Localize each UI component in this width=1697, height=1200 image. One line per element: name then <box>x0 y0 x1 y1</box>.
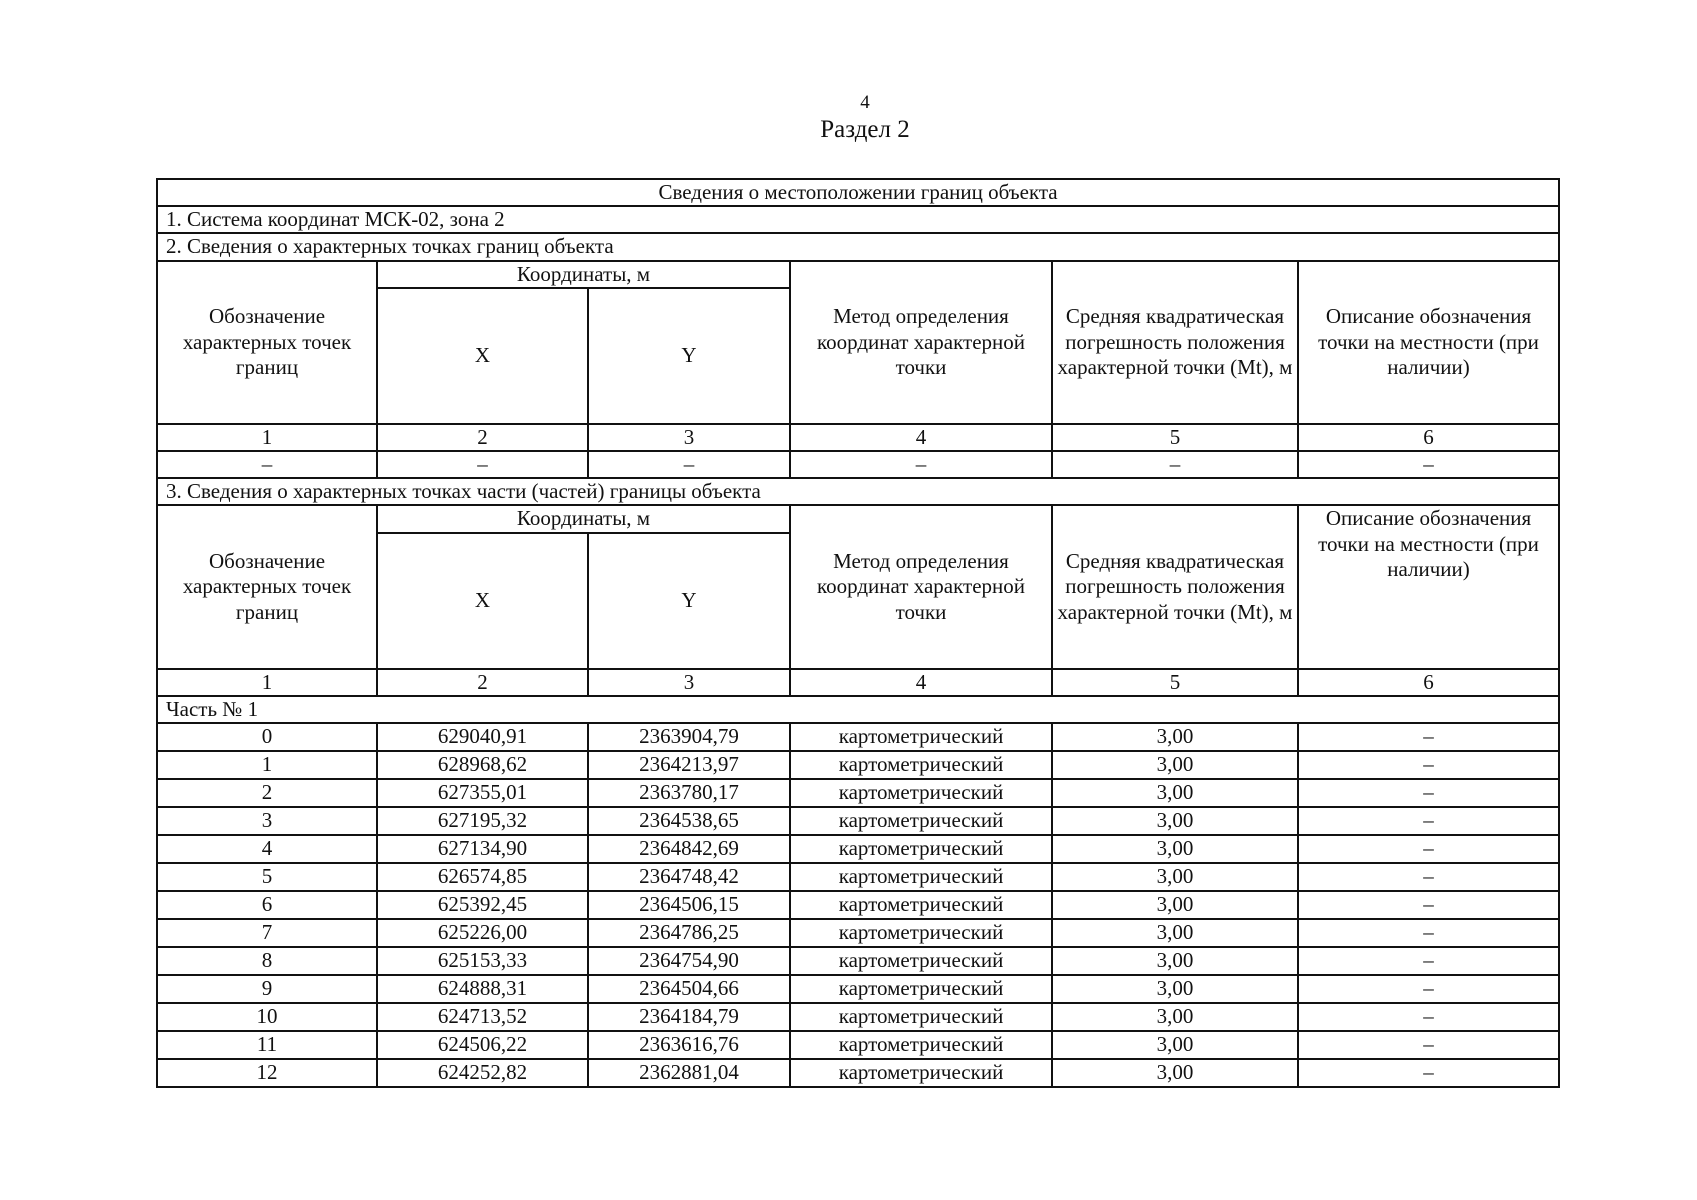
point-id-cell: 9 <box>157 975 377 1003</box>
error-mt-cell: 3,00 <box>1052 919 1298 947</box>
table-row <box>157 863 1559 891</box>
coord-y-cell: 2364506,15 <box>588 891 790 919</box>
description-cell: – <box>1298 919 1559 947</box>
column-number: 2 <box>377 424 588 451</box>
empty-dash-row <box>157 451 1559 478</box>
column-number: 5 <box>1052 424 1298 451</box>
method-cell: картометрический <box>790 835 1052 863</box>
error-mt-cell: 3,00 <box>1052 975 1298 1003</box>
method-cell: картометрический <box>790 863 1052 891</box>
coord-system-row <box>157 206 1559 233</box>
column-number: 3 <box>588 424 790 451</box>
point-id-cell: 12 <box>157 1059 377 1087</box>
table-row <box>157 975 1559 1003</box>
error-mt-cell: 3,00 <box>1052 807 1298 835</box>
description-cell: – <box>1298 807 1559 835</box>
column-number: 6 <box>1298 669 1559 696</box>
point-id-cell: 1 <box>157 751 377 779</box>
coord-y-cell: 2363616,76 <box>588 1031 790 1059</box>
header-row <box>157 505 1559 532</box>
coord-x-cell: 625153,33 <box>377 947 588 975</box>
header-row <box>157 261 1559 288</box>
coord-x-cell: 627355,01 <box>377 779 588 807</box>
coord-x-cell: 627134,90 <box>377 835 588 863</box>
method-cell: картометрический <box>790 919 1052 947</box>
point-id-cell: 10 <box>157 1003 377 1031</box>
error-mt-cell: 3,00 <box>1052 863 1298 891</box>
error-mt-cell: 3,00 <box>1052 1031 1298 1059</box>
part-label: Часть № 1 <box>157 696 1559 723</box>
description-cell: – <box>1298 975 1559 1003</box>
subsection-3-row <box>157 478 1559 505</box>
point-id-cell: 0 <box>157 723 377 751</box>
error-mt-cell: 3,00 <box>1052 891 1298 919</box>
coord-y-cell: 2364786,25 <box>588 919 790 947</box>
coord-x-cell: 626574,85 <box>377 863 588 891</box>
error-mt-cell: 3,00 <box>1052 1059 1298 1087</box>
method-cell: картометрический <box>790 807 1052 835</box>
header-error: Средняя квадратическая погрешность положения характерной точки (Mt), м <box>1052 261 1298 424</box>
table-row <box>157 835 1559 863</box>
description-cell: – <box>1298 751 1559 779</box>
coord-x-cell: 624888,31 <box>377 975 588 1003</box>
method-cell: картометрический <box>790 723 1052 751</box>
subsection-2-row <box>157 233 1559 260</box>
error-mt-cell: 3,00 <box>1052 751 1298 779</box>
header-point-designation: Обозначение характерных точек границ <box>157 505 377 668</box>
method-cell: картометрический <box>790 1059 1052 1087</box>
table-row <box>157 723 1559 751</box>
method-cell: картометрический <box>790 779 1052 807</box>
coord-y-cell: 2364748,42 <box>588 863 790 891</box>
header-point-designation: Обозначение характерных точек границ <box>157 261 377 424</box>
column-number: 1 <box>157 424 377 451</box>
header-y: Y <box>588 288 790 424</box>
dash-cell: – <box>1298 451 1559 478</box>
table-row <box>157 919 1559 947</box>
coord-y-cell: 2364504,66 <box>588 975 790 1003</box>
table-row <box>157 1031 1559 1059</box>
coord-y-cell: 2363904,79 <box>588 723 790 751</box>
description-cell: – <box>1298 863 1559 891</box>
column-number: 2 <box>377 669 588 696</box>
description-cell: – <box>1298 891 1559 919</box>
coord-x-cell: 628968,62 <box>377 751 588 779</box>
point-id-cell: 11 <box>157 1031 377 1059</box>
point-id-cell: 7 <box>157 919 377 947</box>
point-id-cell: 8 <box>157 947 377 975</box>
error-mt-cell: 3,00 <box>1052 723 1298 751</box>
section-title: Раздел 2 <box>820 116 910 143</box>
subsection-2-title: 2. Сведения о характерных точках границ объекта <box>157 233 1559 260</box>
column-number: 4 <box>790 669 1052 696</box>
coord-x-cell: 625226,00 <box>377 919 588 947</box>
point-id-cell: 4 <box>157 835 377 863</box>
method-cell: картометрический <box>790 1031 1052 1059</box>
table-row <box>157 891 1559 919</box>
method-cell: картометрический <box>790 751 1052 779</box>
coord-x-cell: 624252,82 <box>377 1059 588 1087</box>
column-number-row <box>157 669 1559 696</box>
table-title: Сведения о местоположении границ объекта <box>157 179 1559 206</box>
table-row <box>157 947 1559 975</box>
column-number: 3 <box>588 669 790 696</box>
table-row <box>157 807 1559 835</box>
coord-x-cell: 629040,91 <box>377 723 588 751</box>
description-cell: – <box>1298 1059 1559 1087</box>
method-cell: картометрический <box>790 1003 1052 1031</box>
column-number-row <box>157 424 1559 451</box>
header-error: Средняя квадратическая погрешность положения характерной точки (Mt), м <box>1052 505 1298 668</box>
header-description: Описание обозначения точки на местности (при наличии) <box>1298 505 1559 668</box>
error-mt-cell: 3,00 <box>1052 835 1298 863</box>
coord-x-cell: 624506,22 <box>377 1031 588 1059</box>
method-cell: картометрический <box>790 947 1052 975</box>
part-label-row <box>157 696 1559 723</box>
method-cell: картометрический <box>790 891 1052 919</box>
coord-y-cell: 2364842,69 <box>588 835 790 863</box>
dash-cell: – <box>157 451 377 478</box>
boundary-table <box>156 178 1560 1088</box>
coord-y-cell: 2363780,17 <box>588 779 790 807</box>
header-coordinates: Координаты, м <box>377 261 790 288</box>
dash-cell: – <box>377 451 588 478</box>
header-method: Метод определения координат характерной точки <box>790 261 1052 424</box>
description-cell: – <box>1298 723 1559 751</box>
point-id-cell: 3 <box>157 807 377 835</box>
header-x: X <box>377 288 588 424</box>
dash-cell: – <box>790 451 1052 478</box>
description-cell: – <box>1298 1031 1559 1059</box>
table-row <box>157 1059 1559 1087</box>
table-row <box>157 1003 1559 1031</box>
dash-cell: – <box>1052 451 1298 478</box>
error-mt-cell: 3,00 <box>1052 1003 1298 1031</box>
column-number: 4 <box>790 424 1052 451</box>
header-method: Метод определения координат характерной точки <box>790 505 1052 668</box>
point-id-cell: 2 <box>157 779 377 807</box>
column-number: 1 <box>157 669 377 696</box>
coord-x-cell: 624713,52 <box>377 1003 588 1031</box>
page-number: 4 <box>860 92 870 113</box>
coord-y-cell: 2364213,97 <box>588 751 790 779</box>
subsection-3-title: 3. Сведения о характерных точках части (частей) границы объекта <box>157 478 1559 505</box>
coord-system: 1. Система координат МСК-02, зона 2 <box>157 206 1559 233</box>
table-row <box>157 779 1559 807</box>
dash-cell: – <box>588 451 790 478</box>
column-number: 5 <box>1052 669 1298 696</box>
coord-y-cell: 2364184,79 <box>588 1003 790 1031</box>
coord-y-cell: 2364754,90 <box>588 947 790 975</box>
header-y: Y <box>588 533 790 669</box>
table-row <box>157 751 1559 779</box>
coord-x-cell: 627195,32 <box>377 807 588 835</box>
coord-y-cell: 2364538,65 <box>588 807 790 835</box>
column-number: 6 <box>1298 424 1559 451</box>
header-coordinates: Координаты, м <box>377 505 790 532</box>
coord-x-cell: 625392,45 <box>377 891 588 919</box>
method-cell: картометрический <box>790 975 1052 1003</box>
coord-y-cell: 2362881,04 <box>588 1059 790 1087</box>
description-cell: – <box>1298 1003 1559 1031</box>
description-cell: – <box>1298 947 1559 975</box>
header-description: Описание обозначения точки на местности (при наличии) <box>1298 261 1559 424</box>
header-x: X <box>377 533 588 669</box>
point-id-cell: 6 <box>157 891 377 919</box>
error-mt-cell: 3,00 <box>1052 779 1298 807</box>
point-id-cell: 5 <box>157 863 377 891</box>
error-mt-cell: 3,00 <box>1052 947 1298 975</box>
description-cell: – <box>1298 779 1559 807</box>
table-title-row <box>157 179 1559 206</box>
description-cell: – <box>1298 835 1559 863</box>
